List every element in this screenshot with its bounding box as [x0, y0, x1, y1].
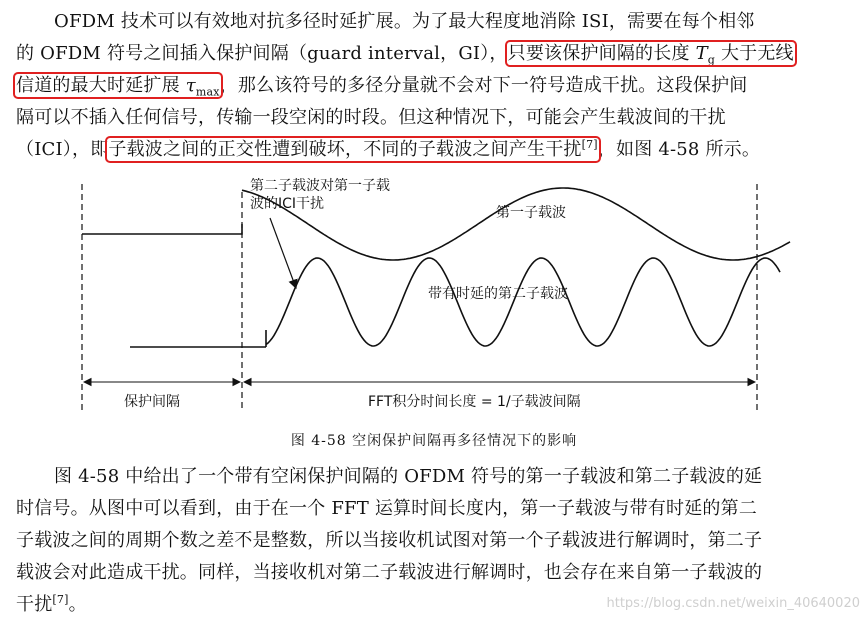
citation-ref-2: [7]: [52, 593, 69, 606]
para1-line5-end: ，如图 4-58 所示。: [597, 139, 761, 160]
para1-line3-text: ，那么该符号的多径分量就不会对下一符号造成干扰。这段保护间: [219, 75, 748, 96]
figure-caption: 图 4-58 空闲保护间隔再多径情况下的影响: [290, 433, 578, 449]
symbol-tg-sub: g: [707, 53, 716, 67]
carrier1-flat: [82, 224, 242, 234]
highlight-box-2: [108, 139, 597, 160]
figure-4-58: [0, 172, 868, 457]
highlight-box-1a: [507, 43, 794, 67]
symbol-tau-sub: max: [195, 85, 220, 99]
highlight-text-1b: 大于无线: [715, 43, 794, 64]
para2-line5-end: 。: [68, 594, 87, 615]
highlight-box-1b: [16, 75, 220, 99]
symbol-tg: T: [695, 43, 708, 64]
carrier1-wave: [242, 188, 790, 260]
highlight-text-1c: 信道的最大时延扩展: [16, 75, 186, 96]
para1-line5: [16, 134, 852, 166]
watermark: https://blog.csdn.net/weixin_40640020: [606, 596, 860, 611]
para1-line2: [16, 38, 852, 70]
para2-line1: 图 4-58 中给出了一个带有空闲保护间隔的 OFDM 符号的第一子载波和第二子载波的延: [54, 466, 763, 487]
para2-line4: 载波会对此造成干扰。同样，当接收机对第二子载波进行解调时，也会存在来自第一子载波的: [16, 562, 763, 583]
label-ici-line2: 波的ICI干扰: [250, 196, 325, 212]
intro-paragraph: [16, 6, 852, 166]
para1-line3: [16, 70, 852, 102]
label-fft-length: FFT积分时间长度 = 1/子载波间隔: [368, 394, 581, 410]
para1-line2-text: 的 OFDM 符号之间插入保护间隔（guard interval，GI），: [16, 43, 508, 64]
para1-line5-text: （ICI），即: [16, 139, 109, 160]
para2-line5-text: 干扰: [16, 594, 53, 615]
symbol-tau: τ: [185, 75, 196, 96]
label-carrier1: 第一子载波: [496, 205, 566, 221]
label-guard-interval: 保护间隔: [124, 394, 180, 410]
para1-line4: 隔可以不插入任何信号，传输一段空闲的时段。但这种情况下，可能会产生载波间的干扰: [16, 107, 726, 128]
label-ici-line1: 第二子载波对第一子载: [250, 178, 390, 194]
carrier2-wave: [266, 258, 780, 347]
highlight-text-2: 子载波之间的正交性遭到破坏，不同的子载波之间产生干扰: [108, 139, 582, 160]
ofdm-guard-interval-diagram: [0, 172, 868, 457]
highlight-text-1a: 只要该保护间隔的长度: [507, 43, 696, 64]
para2-line2: 时信号。从图中可以看到，由于在一个 FFT 运算时间长度内，第一子载波与带有时延的第二: [16, 498, 758, 519]
ici-arrow: [270, 218, 296, 288]
citation-ref: [7]: [581, 138, 598, 151]
label-carrier2: 带有时延的第二子载波: [428, 286, 568, 302]
para1-line1: OFDM 技术可以有效地对抗多径时延扩展。为了最大程度地消除 ISI，需要在每个相邻: [54, 11, 755, 32]
para2-line3: 子载波之间的周期个数之差不是整数，所以当接收机试图对第一个子载波进行解调时，第二子: [16, 530, 763, 551]
